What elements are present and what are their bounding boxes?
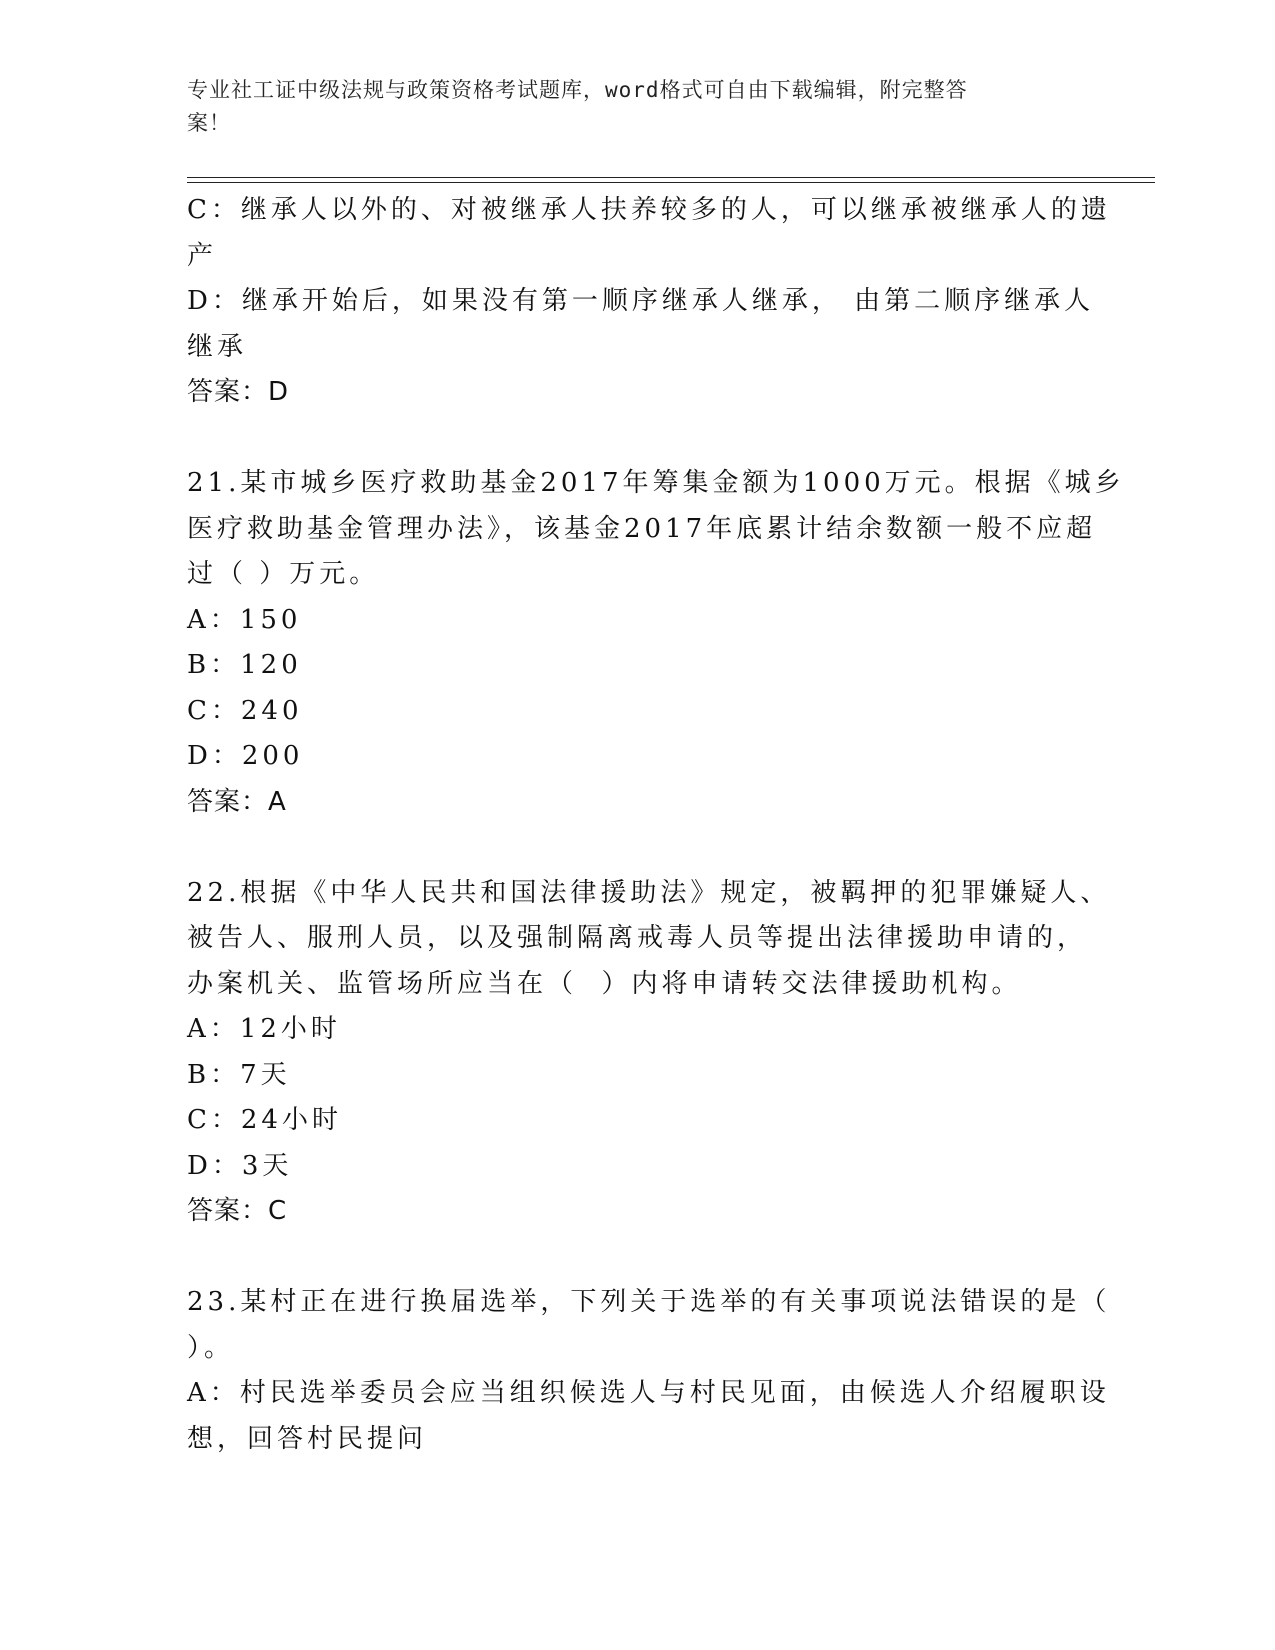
answer-20: 答案：D — [187, 377, 290, 407]
stem-line-2: ）。 — [187, 1332, 235, 1363]
stem-line-2: 医疗救助基金管理办法》，该基金2017年底累计结余数额一般不应超 — [187, 513, 1097, 544]
spacer — [187, 1235, 1087, 1281]
header-rule-top — [187, 177, 1155, 178]
spacer — [187, 416, 1087, 462]
spacer — [187, 825, 1087, 871]
question-content — [187, 188, 1125, 1462]
question-23 — [187, 1280, 1111, 1462]
question-22 — [187, 871, 1111, 1235]
option-d-line-1: D：继承开始后，如果没有第一顺序继承人继承， 由第二顺序继承人 — [187, 286, 1095, 316]
stem-line-3: 过（ ）万元。 — [187, 559, 380, 589]
question-20-tail — [187, 188, 1111, 416]
option-b: B：7天 — [187, 1059, 291, 1090]
header-line-1: 专业社工证中级法规与政策资格考试题库，word格式可自由下载编辑，附完整答 — [187, 78, 968, 102]
option-d-line-2: 继承 — [187, 331, 248, 362]
option-a: A：12小时 — [187, 1014, 341, 1044]
document-header — [187, 74, 1067, 140]
option-c-line-2: 产 — [187, 240, 218, 271]
answer-22: 答案：C — [187, 1196, 288, 1226]
header-line-2: 案！ — [187, 111, 231, 135]
option-c: C：240 — [187, 695, 303, 726]
question-21 — [187, 461, 1125, 825]
stem-line-1: 22.根据《中华人民共和国法律援助法》规定，被羁押的犯罪嫌疑人、 — [187, 877, 1111, 908]
stem-line-1: 21.某市城乡医疗救助基金2017年筹集金额为1000万元。根据《城乡 — [187, 468, 1125, 498]
stem-line-2: 被告人、服刑人员，以及强制隔离戒毒人员等提出法律援助申请的， — [187, 923, 1088, 953]
option-c: C：24小时 — [187, 1105, 342, 1135]
stem-line-1: 23.某村正在进行换届选举，下列关于选举的有关事项说法错误的是（ — [187, 1287, 1111, 1317]
option-c-line-1: C：继承人以外的、对被继承人扶养较多的人，可以继承被继承人的遗 — [187, 195, 1111, 225]
header-rule-bottom — [187, 182, 1155, 183]
option-a-line-2: 想，回答村民提问 — [187, 1423, 428, 1454]
answer-21: 答案：A — [187, 786, 287, 817]
option-a-line-1: A：村民选举委员会应当组织候选人与村民见面，由候选人介绍履职设 — [187, 1378, 1110, 1408]
option-a: A：150 — [187, 604, 302, 635]
option-b: B：120 — [187, 650, 302, 680]
stem-line-3: 办案机关、监管场所应当在（ ）内将申请转交法律援助机构。 — [187, 968, 1022, 999]
option-d: D：3天 — [187, 1150, 293, 1181]
option-d: D：200 — [187, 741, 304, 771]
